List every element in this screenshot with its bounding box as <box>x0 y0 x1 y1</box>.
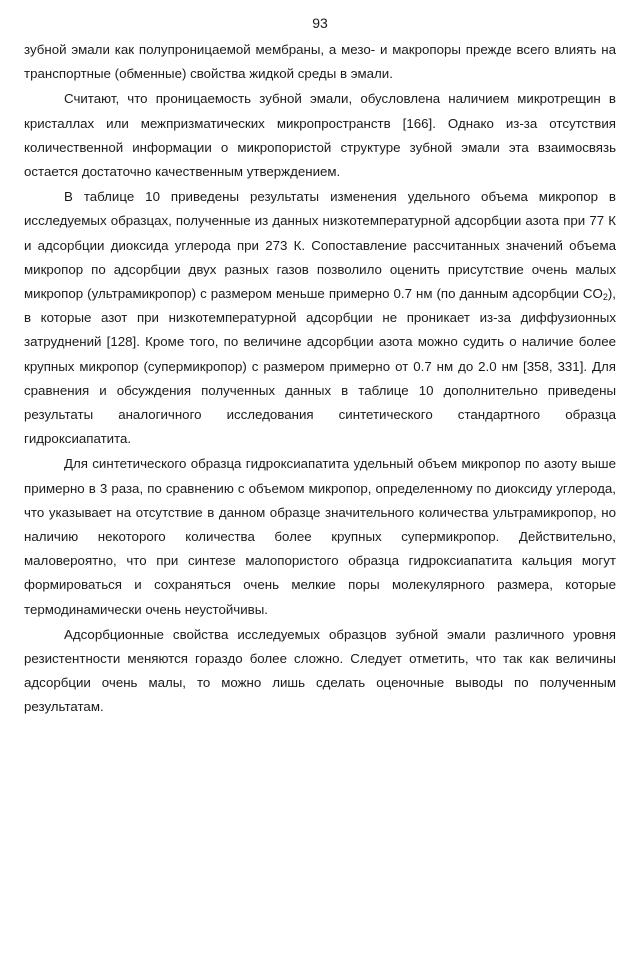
paragraph-3 <box>24 185 616 451</box>
paragraph-2: Считают, что проницаемость зубной эмали, обусловлена наличием микротрещин в кристаллах или межпризматических микропространств [166]. Однако из-за отсутствия количественной информации о микропористой структуре зубной эмали эта взаимосвязь остается достаточно качественным утверждением. <box>24 91 616 180</box>
page-number: 93 <box>312 15 328 31</box>
paragraph-5: Адсорбционные свойства исследуемых образцов зубной эмали различного уровня резистентности меняются гораздо более сложно. Следует отметить, что так как величины адсорбции очень малы, то можно лишь сделать оценочные выводы по полученным результатам. <box>24 626 616 715</box>
paragraph-1: зубной эмали как полупроницаемой мембраны, а мезо- и макропоры прежде всего влиять на транспортные (обменные) свойства жидкой среды в эмали. <box>24 42 616 82</box>
document-body <box>24 38 616 720</box>
paragraph-3-part-2: ), в которые азот при низкотемпературной адсорбции не проникает из-за диффузионных затруднений [128]. Кроме того, по величине адсорбции азота можно судить о наличие более крупных микропор (супермикропор) с размером примерно от 0.7 нм до 2.0 нм [358, 331]. Для сравнения и обсуждения полученных данных в таблице 10 дополнительно приведены результаты аналогичного исследования синтетического стандартного образца гидроксиапатита. <box>24 286 616 447</box>
paragraph-4: Для синтетического образца гидроксиапатита удельный объем микропор по азоту выше примерно в 3 раза, по сравнению с объемом микропор, определенному по диоксиду углерода, что указывает на отсутствие в данном образце значительного количества ультрамикропор, но наличию некоторого количества более крупных супермикропор. Действительно, маловероятно, что при синтезе малопористого образца гидроксиапатита кальция могут формироваться и сохраняться очень мелкие поры молекулярного размера, которые термодинамически очень неустойчивы. <box>24 456 616 617</box>
paragraph-3-part-1: В таблице 10 приведены результаты изменения удельного объема микропор в исследуемых образцах, полученные из данных низкотемпературной адсорбции азота при 77 К и адсорбции диоксида углерода при 273 К. Сопоставление рассчитанных значений объема микропор по адсорбции двух разных газов позволило оценить присутствие очень малых микропор (ультрамикропор) с размером меньше примерно 0.7 нм (по данным адсорбции CO <box>24 189 616 302</box>
co2-subscript: 2 <box>602 292 608 303</box>
